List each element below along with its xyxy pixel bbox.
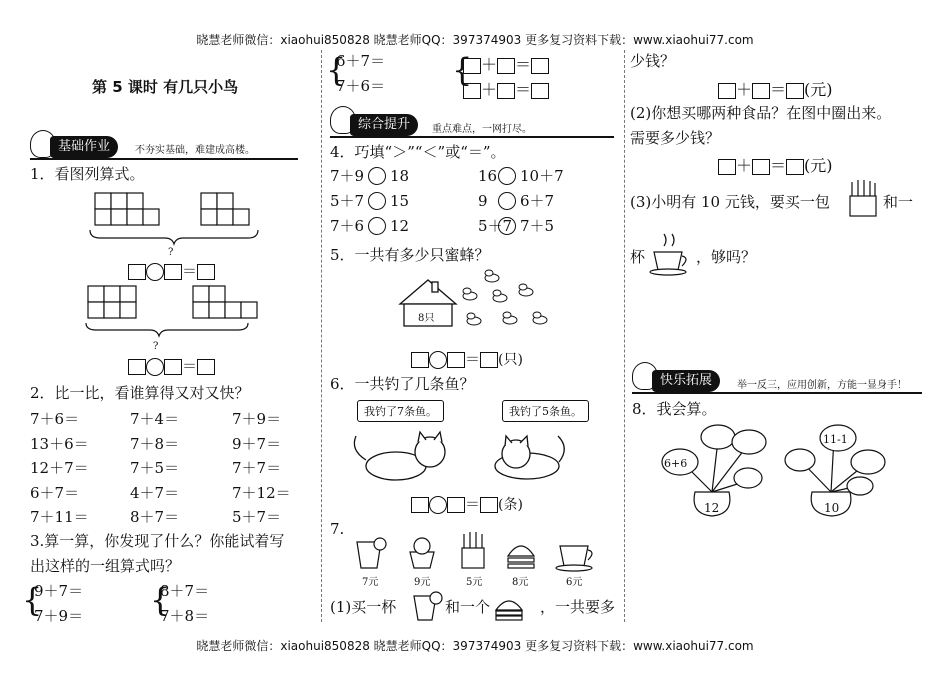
question-title: 8．我会算。 xyxy=(632,400,717,418)
page-footer: 晓慧老师微信：xiaohui850828 晓慧老师QQ：397374903 更多复习资料下载：www.xiaohui77.com xyxy=(196,639,754,653)
equation: 9＋7＝ xyxy=(34,582,84,600)
section-banner: 综合提升 xyxy=(350,114,418,136)
brace-icon: { xyxy=(22,581,43,619)
brace-icon: { xyxy=(150,581,171,619)
arithmetic-item: 7＋12＝ xyxy=(232,483,291,502)
arithmetic-item: 12＋7＝ xyxy=(30,459,89,477)
question-title: 3.算一算，你发现了什么？你能试着写 xyxy=(30,532,285,550)
brace-icon: { xyxy=(326,51,347,89)
vase-value: 10 xyxy=(824,501,840,515)
equation: 6＋7＝ xyxy=(336,52,386,70)
compare-operand: 9 xyxy=(478,192,488,210)
question-title: 出这样的一组算式吗？ xyxy=(30,557,181,575)
equation: 7＋8＝ xyxy=(160,607,210,625)
compare-operand: 6＋7 xyxy=(520,192,555,210)
unit-label: (条) xyxy=(498,497,523,513)
section-slogan: 不夯实基础，难建成高楼。 xyxy=(135,145,255,156)
price-label: 7元 xyxy=(362,577,379,588)
arithmetic-item: 8＋7＝ xyxy=(130,508,180,526)
question-text: ，够吗？ xyxy=(696,248,757,266)
question-text: 杯 xyxy=(630,248,646,266)
answer-row: ＋ ＝ (元) xyxy=(718,153,833,176)
question-title: 6．一共钓了几条鱼？ xyxy=(330,375,475,393)
arithmetic-item: 5＋7＝ xyxy=(232,508,282,526)
arithmetic-item: 7＋9＝ xyxy=(232,410,282,428)
compare-operand: 15 xyxy=(390,192,410,210)
question-text: (1)买一杯 xyxy=(330,598,397,616)
arithmetic-item: 7＋8＝ xyxy=(130,434,180,453)
question-text: 少钱？ xyxy=(630,52,676,70)
equation: 8＋7＝ xyxy=(160,582,210,600)
arithmetic-item: 7＋11＝ xyxy=(30,508,89,526)
arithmetic-item: 13＋6＝ xyxy=(30,434,89,453)
question-title: 4．巧填“＞”“＜”或“＝”。 xyxy=(330,143,506,161)
compare-operand: 7＋5 xyxy=(520,217,555,235)
question-title: 7. xyxy=(330,520,345,538)
section-banner: 基础作业 xyxy=(50,136,118,158)
compare-operand: 7＋9 xyxy=(330,167,365,185)
question-text: (3)小明有 10 元钱，要买一包 xyxy=(630,193,830,211)
unit-label: (元) xyxy=(804,80,833,99)
section-slogan: 举一反三，应用创新，方能一显身手！ xyxy=(737,380,907,391)
answer-row: ＝ (只) xyxy=(411,348,523,369)
answer-row: ＋ ＝ xyxy=(463,52,549,75)
compare-operand: 7＋6 xyxy=(330,217,365,235)
answer-row: ＝ xyxy=(128,260,215,281)
equation: 7＋9＝ xyxy=(34,607,84,625)
flower-label: 11-1 xyxy=(823,433,848,446)
question-title: 1．看图列算式。 xyxy=(30,165,145,183)
speech-bubble: 我钓了5条鱼。 xyxy=(502,400,589,422)
price-label: 5元 xyxy=(466,577,483,588)
house-label: 8只 xyxy=(418,313,435,324)
compare-operand: 12 xyxy=(390,217,410,235)
lesson-title: 第 5 课时 有几只小鸟 xyxy=(92,78,239,96)
answer-row: ＋ ＝ xyxy=(463,77,549,100)
compare-operand: 10＋7 xyxy=(520,167,564,185)
speech-bubble: 我钓了7条鱼。 xyxy=(357,400,444,422)
section-slogan: 重点难点，一网打尽。 xyxy=(432,124,532,135)
section-banner: 快乐拓展 xyxy=(652,370,720,392)
price-label: 8元 xyxy=(512,577,529,588)
arithmetic-item: 4＋7＝ xyxy=(130,483,180,502)
arithmetic-item: 7＋7＝ xyxy=(232,459,282,477)
compare-operand: 5＋7 xyxy=(478,217,513,235)
question-text: 需要多少钱？ xyxy=(630,129,721,147)
compare-operand: 16 xyxy=(478,167,498,185)
arithmetic-item: 9＋7＝ xyxy=(232,434,282,453)
compare-operand: 5＋7 xyxy=(330,192,365,210)
arithmetic-item: 7＋5＝ xyxy=(130,459,180,477)
question-mark: ? xyxy=(153,341,159,352)
answer-row: ＝ (条) xyxy=(411,493,523,514)
question-title: 5．一共有多少只蜜蜂？ xyxy=(330,246,490,264)
flower-label: 6+6 xyxy=(664,457,688,470)
question-text: 和一 xyxy=(883,193,914,211)
page-header: 晓慧老师微信：xiaohui850828 晓慧老师QQ：397374903 更多复习资料下载：www.xiaohui77.com xyxy=(196,33,754,47)
answer-row: ＋ ＝ (元) xyxy=(718,77,833,100)
answer-row: ＝ xyxy=(128,355,215,376)
arithmetic-item: 7＋4＝ xyxy=(130,410,180,428)
question-mark: ? xyxy=(168,247,174,258)
equation: 7＋6＝ xyxy=(336,77,386,95)
arithmetic-item: 6＋7＝ xyxy=(30,483,80,502)
price-label: 6元 xyxy=(566,577,583,588)
arithmetic-item: 7＋6＝ xyxy=(30,410,80,428)
question-text: ，一共要多 xyxy=(540,598,616,616)
question-text: (2)你想买哪两种食品？在图中圈出来。 xyxy=(630,104,892,122)
question-text: 和一个 xyxy=(445,598,491,616)
unit-label: (只) xyxy=(498,352,523,368)
compare-operand: 18 xyxy=(390,167,410,185)
unit-label: (元) xyxy=(804,156,833,175)
price-label: 9元 xyxy=(414,577,431,588)
vase-value: 12 xyxy=(704,501,720,515)
brace-icon: { xyxy=(452,51,473,89)
question-title: 2．比一比，看谁算得又对又快？ xyxy=(30,384,250,402)
